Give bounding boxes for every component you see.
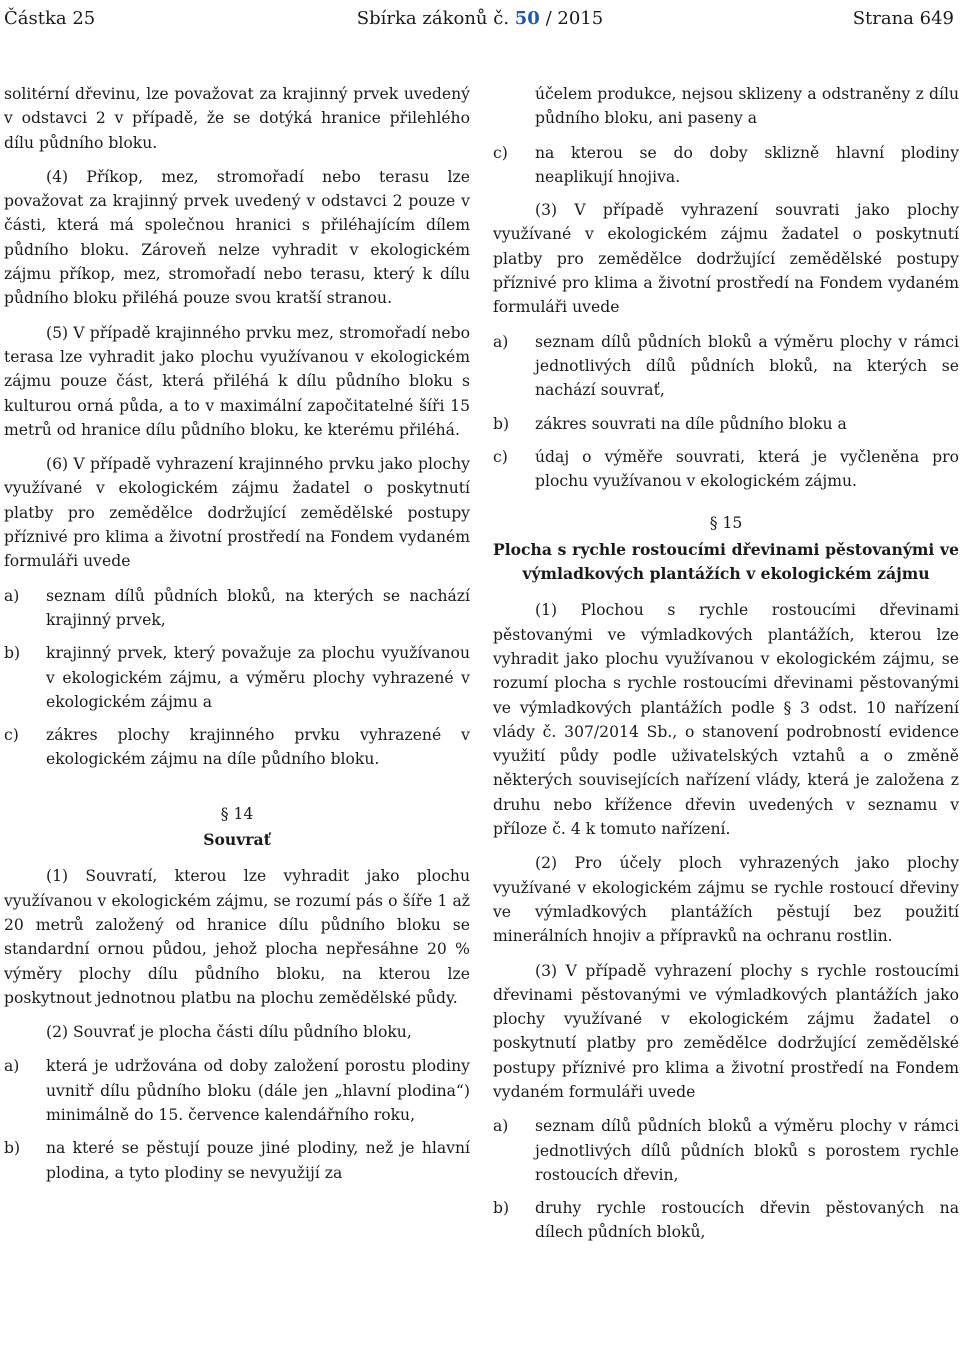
item-label: c)	[493, 447, 508, 466]
item-label: b)	[4, 644, 21, 663]
item-text: druhy rychle rostoucích dřevin pěstovaných na dílech půdních bloků,	[535, 1199, 959, 1242]
list-item	[493, 1114, 959, 1187]
paragraph-6: (6) V případě vyhrazení krajinného prvku jako plochy využívané v ekologickém zájmu žadatel o poskytnutí platby pro zemědělce dodržující zemědělské postupy příznivé pro klima a životní prostředí na Fondem vydaném formuláři uvede	[4, 455, 470, 571]
item-text: seznam dílů půdních bloků a výměru plochy v rámci jednotlivých dílů půdních bloků, na kterých se nachází souvrať,	[535, 332, 959, 400]
item-label: c)	[493, 143, 508, 162]
section-15-number: § 15	[709, 514, 743, 533]
item-text: seznam dílů půdních bloků a výměru plochy v rámci jednotlivých dílů půdních bloků s porostem rychle rostoucích dřevin,	[535, 1117, 959, 1184]
paragraph-4: (4) Příkop, mez, stromořadí nebo terasu lze považovat za krajinný prvek uvedený v odstavci 2 pouze v části, která má společnou hranici s přiléhajícím dílem půdního bloku. Zároveň nelze vyhradit v ekologickém zájmu příkop, mez, stromořadí nebo terasu, který k dílu půdního bloku přiléhá pouze svou kratší stranou.	[4, 167, 470, 308]
page-header	[0, 4, 960, 34]
section-14-number: § 14	[220, 804, 254, 823]
collection-year: / 2015	[545, 8, 604, 29]
left-column	[4, 82, 470, 1194]
list-item	[4, 641, 470, 714]
item-continuation: účelem produkce, nejsou sklizeny a odstraněny z dílu půdního bloku, ani paseny a	[535, 85, 959, 128]
collection-prefix: Sbírka zákonů č.	[356, 8, 510, 29]
law-number: 50	[514, 8, 540, 29]
section-14-title: Souvrať	[203, 830, 271, 850]
list-item	[4, 723, 470, 772]
item-label: b)	[4, 1139, 21, 1158]
s15-paragraph-3: (3) V případě vyhrazení plochy s rychle rostoucími dřevinami pěstovanými ve výmladkových plantážích jako plochy využívané v ekologickém zájmu žadatel o poskytnutí platby pro zemědělce dodržující zemědělské postupy příznivé pro klima a životní prostředí na Fondem vydaném formuláři uvede	[493, 961, 959, 1101]
list-item	[493, 141, 959, 190]
item-text: krajinný prvek, který považuje za plochu využívanou v ekologickém zájmu, a výměru plochy vyhrazené v ekologickém zájmu a	[46, 644, 470, 711]
item-label: a)	[493, 332, 509, 351]
s15-paragraph-1: (1) Plochou s rychle rostoucími dřevinami pěstovanými ve výmladkových plantážích, kterou lze vyhradit jako plochu využívanou v ekologickém zájmu, se rozumí plocha s rychle rostoucími dřevinami pěstovanými ve výmladkových plantážích podle § 3 odst. 10 nařízení vlády č. 307/2014 Sb., o stanovení podrobností evidence využití půdy podle uživatelských vztahů a o změně některých souvisejících nařízení vlády, která je založena z druhu nebo křížence dřevin uvedených v seznamu v příloze č. 4 k tomuto nařízení.	[493, 601, 959, 839]
section-15-title: Plocha s rychle rostoucími dřevinami pěstovanými ve výmladkových plantážích v ekologickém zájmu	[493, 539, 959, 584]
list-item	[493, 445, 959, 494]
list-item	[4, 1054, 470, 1127]
paragraph-continuation: solitérní dřevinu, lze považovat za krajinný prvek uvedený v odstavci 2 v případě, že se dotýká hranice přilehlého dílu půdního bloku.	[4, 85, 470, 152]
list-item	[493, 330, 959, 403]
list-item	[493, 412, 959, 436]
list-item	[4, 1136, 470, 1185]
item-text: která je udržována od doby založení porostu plodiny uvnitř dílu půdního bloku (dále jen „hlavní plodina“) minimálně do 15. července kalendářního roku,	[46, 1057, 470, 1124]
issue-part: Částka 25	[4, 8, 96, 29]
item-label: a)	[493, 1117, 509, 1136]
s14-paragraph-3: (3) V případě vyhrazení souvrati jako plochy využívané v ekologickém zájmu žadatel o poskytnutí platby pro zemědělce dodržující zemědělské postupy příznivé pro klima a životní prostředí na Fondem vydaném formuláři uvede	[493, 201, 959, 317]
item-label: b)	[493, 1199, 510, 1218]
right-column	[493, 82, 959, 1254]
item-text: zákres plochy krajinného prvku vyhrazené v ekologickém zájmu na díle půdního bloku.	[46, 726, 470, 769]
item-text: na které se pěstují pouze jiné plodiny, než je hlavní plodina, a tyto plodiny se nevyužijí za	[46, 1139, 470, 1182]
collection-title	[0, 4, 960, 34]
page-number: Strana 649	[852, 8, 954, 29]
item-label: b)	[493, 414, 510, 433]
paragraph-5: (5) V případě krajinného prvku mez, stromořadí nebo terasa lze vyhradit jako plochu využívanou v ekologickém zájmu pouze část, která přiléhá k dílu půdního bloku s kulturou orná půda, a to v maximální započitatelné šíři 15 metrů od hranice dílu půdního bloku, ke kterému přiléhá.	[4, 323, 470, 439]
item-text: zákres souvrati na díle půdního bloku a	[535, 414, 847, 433]
list-item	[493, 1196, 959, 1245]
item-text: na kterou se do doby sklizně hlavní plodiny neaplikují hnojiva.	[535, 143, 959, 186]
item-text: údaj o výměře souvrati, která je vyčleněna pro plochu využívanou v ekologickém zájmu.	[535, 447, 959, 491]
item-label: c)	[4, 726, 19, 745]
item-label: a)	[4, 586, 20, 605]
item-text: seznam dílů půdních bloků, na kterých se nachází krajinný prvek,	[46, 586, 470, 629]
list-item	[4, 584, 470, 633]
s15-paragraph-2: (2) Pro účely ploch vyhrazených jako plochy využívané v ekologickém zájmu se rychle rostoucí dřeviny ve výmladkových plantážích pěstují bez použití minerálních hnojiv a přípravků na ochranu rostlin.	[493, 854, 959, 946]
s14-paragraph-1: (1) Souvratí, kterou lze vyhradit jako plochu využívanou v ekologickém zájmu, se rozumí pás o šíře 1 až 20 metrů založený od hranice dílu půdního bloku se standardní ornou půdou, jehož plocha nepřesáhne 20 % výměry plochy dílu půdního bloku, na kterou lze poskytnout jednotnou platbu na plochu zemědělské půdy.	[4, 867, 470, 1007]
item-label: a)	[4, 1057, 20, 1076]
s14-paragraph-2: (2) Souvrať je plocha části dílu půdního bloku,	[46, 1023, 412, 1042]
